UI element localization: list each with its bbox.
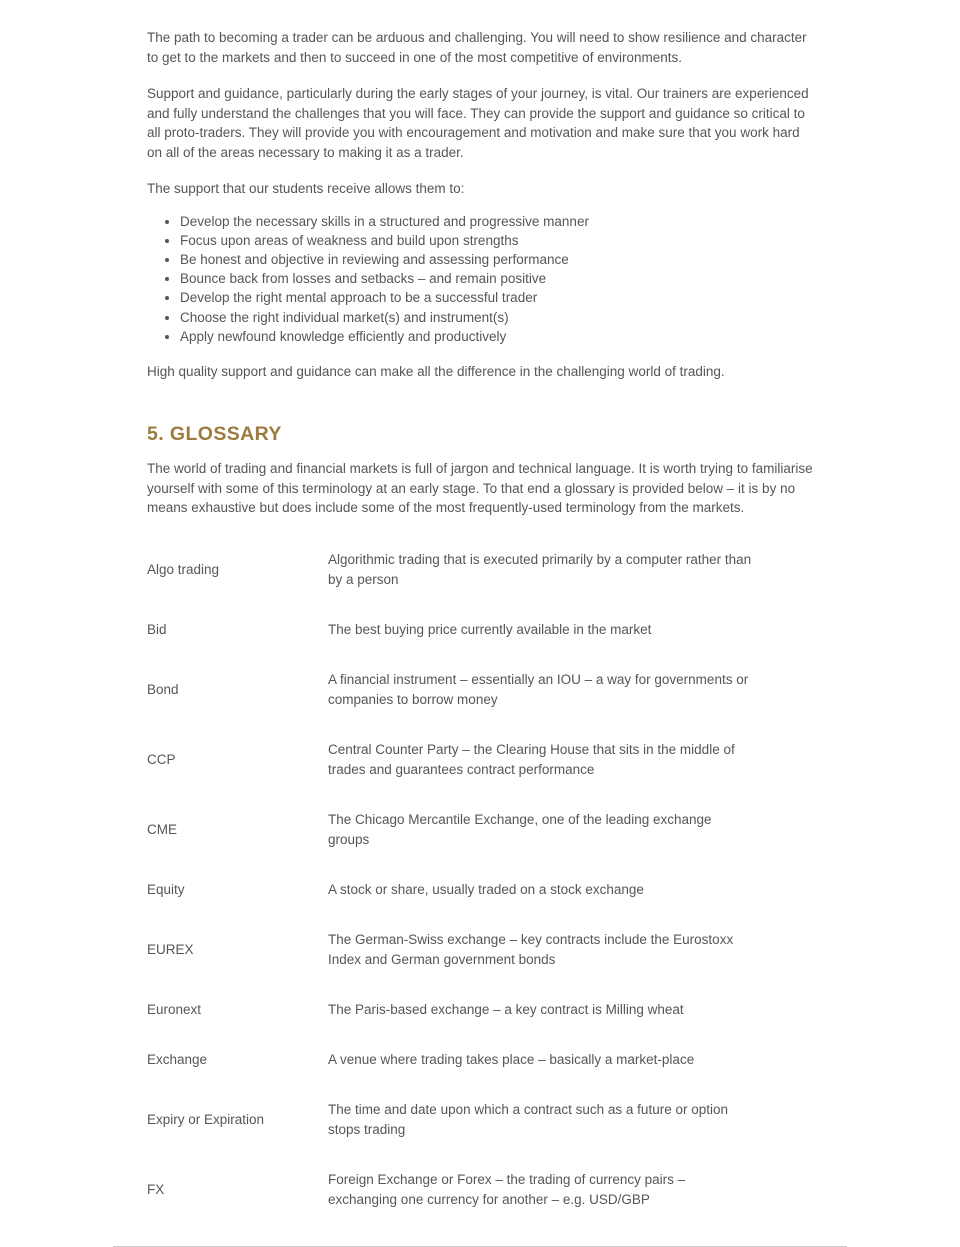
glossary-row (147, 915, 813, 985)
document-page (113, 0, 847, 1247)
glossary-row (147, 655, 813, 725)
glossary-term: Equity (147, 882, 185, 898)
glossary-row (147, 1085, 813, 1155)
support-bullet-item: • Bounce back from losses and setbacks – and remain positive (180, 269, 813, 288)
glossary-definition: The best buying price currently available in the market (328, 621, 652, 637)
support-bullet-list (147, 212, 813, 346)
support-bullet-item: • Develop the necessary skills in a structured and progressive manner (180, 212, 813, 231)
glossary-term: Exchange (147, 1052, 208, 1068)
glossary-definition: The Chicago Mercantile Exchange, one of the leading exchange groups (328, 811, 712, 847)
glossary-term: Bid (147, 622, 167, 638)
glossary-row (147, 725, 813, 795)
glossary-row (147, 985, 813, 1035)
glossary-definition: Algorithmic trading that is executed primarily by a computer rather than by a person (328, 551, 752, 587)
glossary-definition: The German-Swiss exchange – key contracts include the Eurostoxx Index and German government bonds (328, 931, 734, 967)
glossary-table (147, 535, 813, 1225)
intro-paragraph-1: The path to becoming a trader can be arduous and challenging. You will need to show resilience and character to get to the markets and then to succeed in one of the most competitive of environments. (147, 30, 807, 65)
glossary-term: EUREX (147, 942, 194, 958)
glossary-row (147, 1155, 813, 1225)
intro-paragraph-2: Support and guidance, particularly during the early stages of your journey, is vital. Our trainers are experienced and fully understand the challenges that you will face. They can provide the support and guidance so critical to all proto-traders. They will provide you with encouragement and motivation and make sure that you work hard on all of the areas necessary to making it as a trader. (147, 86, 809, 160)
glossary-row (147, 1035, 813, 1085)
glossary-row (147, 535, 813, 605)
glossary-row (147, 605, 813, 655)
glossary-definition: The Paris-based exchange – a key contract is Milling wheat (328, 1001, 684, 1017)
glossary-definition: Central Counter Party – the Clearing House that sits in the middle of trades and guarantees contract performance (328, 741, 735, 777)
glossary-definition: Foreign Exchange or Forex – the trading of currency pairs – exchanging one currency for another – e.g. USD/GBP (328, 1171, 686, 1207)
glossary-term: Algo trading (147, 562, 220, 578)
glossary-definition: A venue where trading takes place – basically a market-place (328, 1051, 695, 1067)
glossary-term: FX (147, 1182, 165, 1198)
support-bullet-item: • Develop the right mental approach to be a successful trader (180, 288, 813, 307)
glossary-term: Bond (147, 682, 179, 698)
glossary-term: Expiry or Expiration (147, 1112, 265, 1128)
support-bullet-item: • Choose the right individual market(s) and instrument(s) (180, 308, 813, 327)
glossary-section-heading: 5. GLOSSARY (147, 423, 282, 446)
support-outro: High quality support and guidance can make all the difference in the challenging world of trading. (147, 363, 725, 379)
support-bullet-item: • Be honest and objective in reviewing and assessing performance (180, 250, 813, 269)
support-lead: The support that our students receive allows them to: (147, 181, 465, 196)
glossary-row (147, 865, 813, 915)
glossary-intro: The world of trading and financial markets is full of jargon and technical language. It is worth trying to familiarise yourself with some of this terminology at an early stage. To that end a glossary is provided below – it is by no means exhaustive but does include some of the most frequently-used terminology from the markets. (147, 461, 813, 516)
glossary-term: CME (147, 822, 177, 838)
glossary-definition: The time and date upon which a contract such as a future or option stops trading (328, 1101, 728, 1137)
glossary-definition: A financial instrument – essentially an IOU – a way for governments or companies to borrow money (328, 671, 749, 707)
support-bullet-item: • Apply newfound knowledge efficiently and productively (180, 327, 813, 346)
glossary-term: Euronext (147, 1002, 202, 1018)
support-bullet-item: • Focus upon areas of weakness and build upon strengths (180, 231, 813, 250)
glossary-definition: A stock or share, usually traded on a stock exchange (328, 881, 644, 897)
glossary-term: CCP (147, 752, 176, 768)
glossary-row (147, 795, 813, 865)
